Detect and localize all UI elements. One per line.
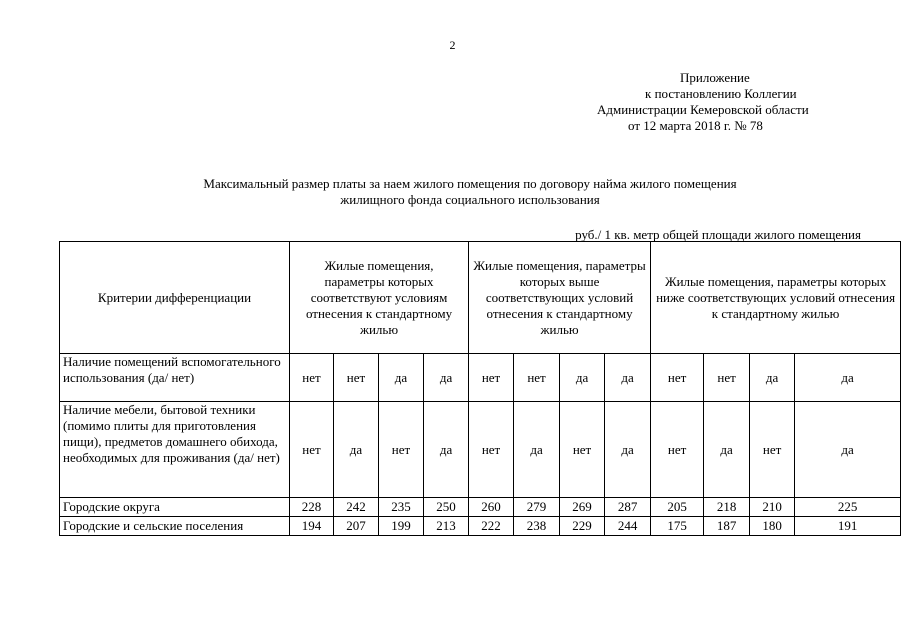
table-cell: да (514, 402, 560, 498)
table-cell: да (379, 354, 424, 402)
table-cell: 191 (795, 517, 901, 536)
table-cell: 205 (651, 498, 704, 517)
appendix-line-3: Администрации Кемеровской области (597, 102, 809, 117)
table-cell: 238 (514, 517, 560, 536)
table-cell: да (560, 354, 605, 402)
appendix-block (560, 70, 895, 134)
group-header-below: Жилые помещения, параметры которых ниже соответствующих условий отнесения к стандартному жилью (651, 242, 901, 354)
table-row (60, 517, 901, 536)
table-cell: нет (560, 402, 605, 498)
table-cell: нет (514, 354, 560, 402)
table-cell: 187 (704, 517, 750, 536)
table-cell: нет (290, 402, 334, 498)
table-cell: нет (379, 402, 424, 498)
row-label: Городские и сельские поселения (60, 517, 290, 536)
table-cell: 279 (514, 498, 560, 517)
table-cell: 250 (424, 498, 469, 517)
table-cell: 210 (750, 498, 795, 517)
table-cell: нет (469, 402, 514, 498)
table-cell: да (424, 354, 469, 402)
table-cell: 175 (651, 517, 704, 536)
table-cell: 213 (424, 517, 469, 536)
table-cell: да (605, 402, 651, 498)
table-cell: да (795, 354, 901, 402)
group-header-standard: Жилые помещения, параметры которых соответствуют условиям отнесения к стандартному жилью (290, 242, 469, 354)
criteria-header: Критерии дифференциации (60, 242, 290, 354)
table-cell: 207 (334, 517, 379, 536)
row-label: Наличие помещений вспомогательного использования (да/ нет) (60, 354, 290, 402)
table-cell: 222 (469, 517, 514, 536)
table-header-row (60, 242, 901, 354)
table-cell: 269 (560, 498, 605, 517)
table-cell: нет (334, 354, 379, 402)
row-label: Наличие мебели, бытовой техники (помимо плиты для приготовления пищи), предметов домашнего обихода, необходимых для проживания (да/ нет) (60, 402, 290, 498)
table-cell: 218 (704, 498, 750, 517)
document-title (100, 176, 840, 208)
table-cell: 235 (379, 498, 424, 517)
table-cell: нет (290, 354, 334, 402)
appendix-line-4: от 12 марта 2018 г. № 78 (628, 118, 763, 133)
rent-table (59, 241, 901, 536)
table-cell: нет (651, 402, 704, 498)
appendix-line-2: к постановлению Коллегии (645, 86, 797, 101)
document-title-line-1: Максимальный размер платы за наем жилого помещения по договору найма жилого помещения (203, 176, 737, 191)
page-number: 2 (449, 38, 456, 52)
table-cell: 228 (290, 498, 334, 517)
table-row (60, 402, 901, 498)
table-cell: да (704, 402, 750, 498)
document-title-line-2: жилищного фонда социального использования (340, 192, 600, 207)
table-cell: да (605, 354, 651, 402)
table-cell: да (334, 402, 379, 498)
table-cell: 229 (560, 517, 605, 536)
table-cell: нет (469, 354, 514, 402)
table-cell: да (795, 402, 901, 498)
table-cell: 242 (334, 498, 379, 517)
group-header-above: Жилые помещения, параметры которых выше соответствующих условий отнесения к стандартному жилью (469, 242, 651, 354)
table-row (60, 498, 901, 517)
table-row (60, 354, 901, 402)
table-cell: 199 (379, 517, 424, 536)
table-cell: нет (651, 354, 704, 402)
table-cell: нет (704, 354, 750, 402)
table-cell: 194 (290, 517, 334, 536)
table-cell: 260 (469, 498, 514, 517)
units-note: руб./ 1 кв. метр общей площади жилого помещения (575, 227, 861, 242)
table-cell: нет (750, 402, 795, 498)
table-cell: 180 (750, 517, 795, 536)
row-label: Городские округа (60, 498, 290, 517)
table-cell: 244 (605, 517, 651, 536)
table-cell: да (424, 402, 469, 498)
table-cell: 225 (795, 498, 901, 517)
table-cell: 287 (605, 498, 651, 517)
table-cell: да (750, 354, 795, 402)
appendix-line-1: Приложение (680, 70, 750, 85)
